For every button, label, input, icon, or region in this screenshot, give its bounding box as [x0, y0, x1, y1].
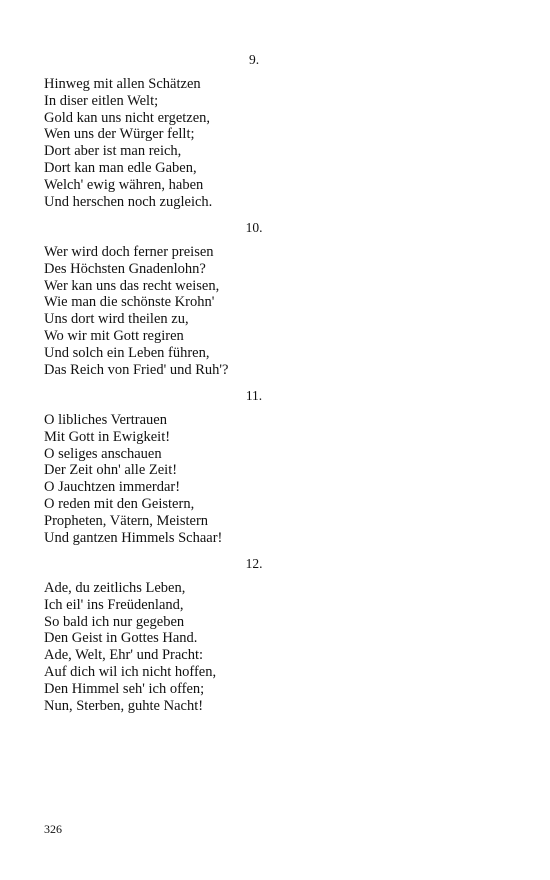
verse-line: Wen uns der Würger fellt;	[44, 126, 195, 143]
stanza-number: 11.	[245, 388, 263, 403]
page-number: 326	[44, 822, 62, 836]
stanza-number: 10.	[245, 220, 263, 235]
verse-line: Welch' ewig währen, haben	[44, 176, 204, 193]
verse-line: Und solch ein Leben führen,	[44, 344, 210, 361]
verse-line: O libliches Vertrauen	[44, 412, 167, 428]
verse-line: Hinweg mit allen Schätzen	[44, 76, 201, 92]
verse-line: Gold kan uns nicht ergetzen,	[44, 109, 211, 126]
verse-line: O Jauchtzen immerdar!	[44, 479, 181, 496]
stanza-number: 9.	[248, 52, 260, 67]
verse-line: Den Geist in Gottes Hand.	[44, 630, 198, 647]
verse-line: Der Zeit ohn' alle Zeit!	[44, 462, 178, 479]
verse-line: Und gantzen Himmels Schaar!	[44, 529, 223, 546]
verse-line: Wer kan uns das recht weisen,	[44, 277, 220, 294]
verse-line: O reden mit den Geistern,	[44, 495, 195, 512]
verse-line: O seliges anschauen	[44, 445, 162, 462]
verse-line: Propheten, Vätern, Meistern	[44, 512, 209, 529]
verse-line: Des Höchsten Gnadenlohn?	[44, 260, 206, 277]
verse-line: Dort aber ist man reich,	[44, 143, 182, 160]
verse-line: Ade, du zeitlichs Leben,	[44, 580, 186, 596]
verse-line: Ade, Welt, Ehr' und Pracht:	[44, 647, 204, 664]
verse-line: Uns dort wird theilen zu,	[44, 311, 189, 328]
verse-line: Wo wir mit Gott regiren	[44, 327, 184, 344]
verse-line: Auf dich wil ich nicht hoffen,	[44, 663, 217, 680]
verse-line: Den Himmel seh' ich offen;	[44, 680, 205, 697]
verse-line: So bald ich nur gegeben	[44, 613, 185, 630]
verse-line: Ich eil' ins Freüdenland,	[44, 596, 184, 613]
verse-line: Wie man die schönste Krohn'	[44, 294, 215, 311]
verse-line: Das Reich von Fried' und Ruh'?	[44, 361, 229, 378]
verse-line: Dort kan man edle Gaben,	[44, 159, 197, 176]
verse-line: Wer wird doch ferner preisen	[44, 244, 214, 260]
stanza-9	[44, 52, 344, 210]
stanza-11	[44, 388, 344, 546]
verse-line: Mit Gott in Ewigkeit!	[44, 428, 171, 445]
stanza-12	[44, 556, 344, 714]
stanza-number: 12.	[245, 556, 263, 571]
verse-line: Und herschen noch zugleich.	[44, 193, 213, 210]
verse-line: Nun, Sterben, guhte Nacht!	[44, 697, 204, 714]
stanza-10	[44, 220, 344, 378]
verse-line: In diser eitlen Welt;	[44, 92, 159, 109]
